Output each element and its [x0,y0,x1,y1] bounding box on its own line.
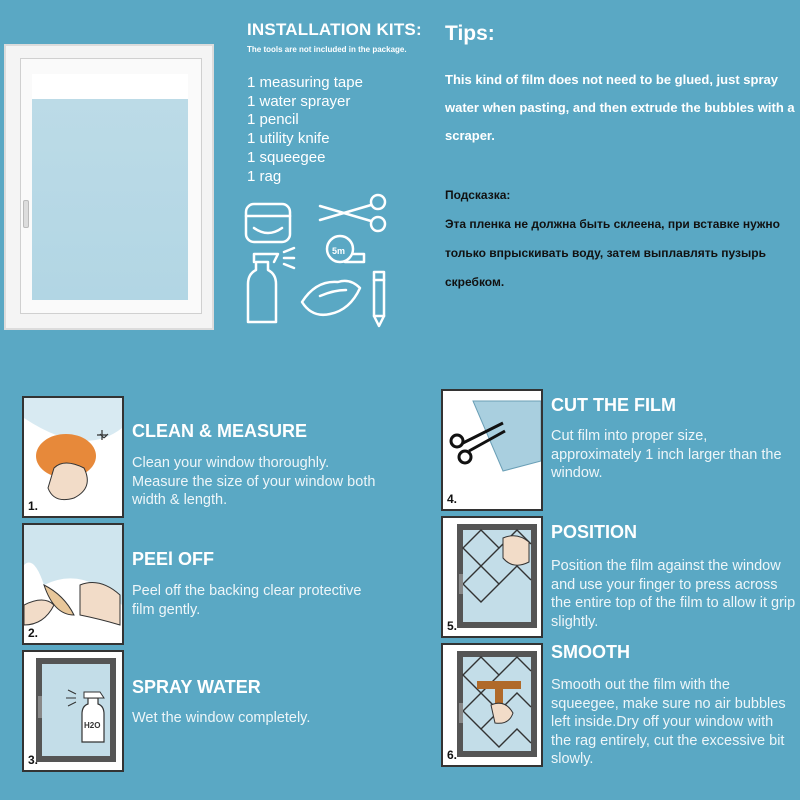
step-2-title: PEEl OFF [132,549,215,569]
step-number: 2. [28,626,39,640]
step-number: 6. [447,748,458,762]
step-6-desc: Smooth out the film with the squeegee, make sure no air bubbles left inside.Dry off your window with the rag entirely, cut the excessive bit slowly. [551,677,786,767]
tips-ru-title: Подсказка: [445,188,511,202]
step-number: 4. [447,492,458,506]
step-6-image [441,643,543,767]
step-number: 1. [28,499,39,513]
step-3-image [22,650,124,772]
step-number: 3. [28,753,39,767]
step-2-desc: Peel off the backing clear protective film gently. [132,583,362,618]
step-5-desc: Position the film against the window and use your finger to press across the entire top of the film to allow it grip slightly. [551,558,796,630]
pencil-icon [374,272,384,326]
kit-item: 1 rag [247,167,282,185]
window-glass [32,74,188,300]
step-4-title: CUT THE FILM [551,395,676,415]
utility-knife-icon [246,204,290,242]
tips-title: Tips: [445,22,495,45]
installation-kits-subtitle: The tools are not included in the package. [247,45,407,54]
step-3-desc: Wet the window completely. [132,710,311,726]
kit-item: 1 pencil [247,111,299,129]
tool-icons [240,192,400,332]
step-4-desc: Cut film into proper size, approximately 1 inch larger than the window. [551,428,782,481]
step-5-title: POSITION [551,522,638,542]
step-6-title: SMOOTH [551,642,630,662]
water-sprayer-icon [248,248,294,322]
tips-ru-text: Эта пленка не должна быть склеена, при вставке нужно только впрыскивать воду, затем выплавлять пузырь скребком. [445,217,780,289]
tips-text: This kind of film does not need to be glued, just spray water when pasting, and then extrude the bubbles with a scraper. [445,72,795,143]
kit-item: 1 measuring tape [247,74,363,91]
kits-list [247,74,363,186]
step-1-title: CLEAN & MEASURE [132,421,308,441]
window-handle-icon [23,200,29,228]
scissors-icon [320,195,385,231]
kit-item: 1 utility knife [247,130,330,148]
step-1-desc: Clean your window thoroughly. Measure the size of your window both width & length. [132,455,376,508]
step-1-image [22,396,124,518]
step-number: 5. [447,619,458,633]
kit-item: 1 water sprayer [247,92,351,110]
rag-icon [302,281,360,315]
step-2-image [22,523,124,645]
bottle-label: H2O [84,721,101,730]
tape-label: 5m [332,246,346,256]
installation-kits-title: INSTALLATION KITS: [247,20,422,39]
kit-item: 1 squeegee [247,148,326,166]
step-4-image [441,389,543,511]
step-5-image [441,516,543,638]
step-3-title: SPRAY WATER [132,677,261,697]
